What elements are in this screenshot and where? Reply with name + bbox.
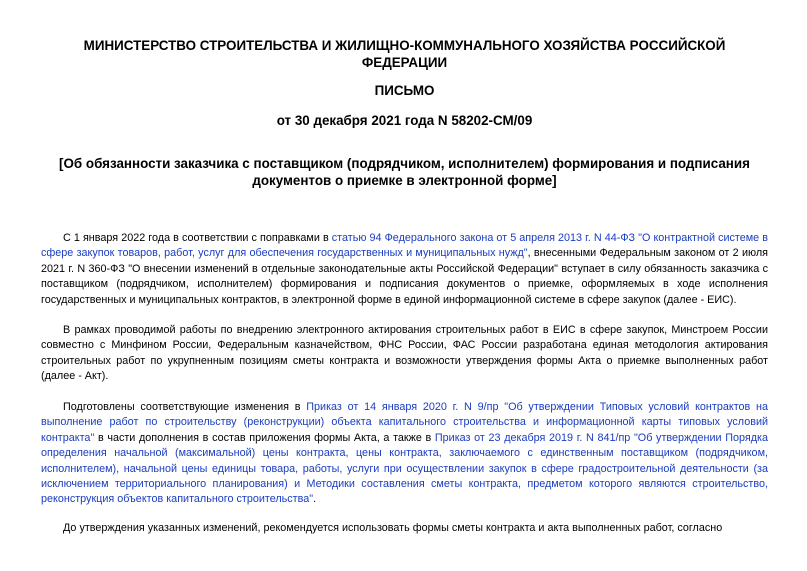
paragraph-4: До утверждения указанных изменений, рекомендуется использовать формы сметы контракта и акта выполненных работ, согласно	[63, 522, 723, 534]
paragraph-3	[41, 400, 768, 508]
paragraph-3-text-middle: в части дополнения в состав приложения формы Акта, а также в	[94, 431, 435, 444]
document-subject: [Об обязанности заказчика с поставщиком (подрядчиком, исполнителем) формирования и подписания документов о приемке в электронной форме]	[59, 156, 750, 188]
order-841pr-link[interactable]: Приказ от 23 декабря 2019 г. N 841/пр "Об утверждении Порядка определения начальной (максимальной) цены контракта, цены контракта, заключаемого с единственным поставщиком (подрядчиком, исполнителем), начальной цены единицы товара, работы, услуги при осуществлении закупок в сфере градостроительной деятельности (за исключением территориального планирования) и Методики составления сметы контракта, предметом которого являются строительство, реконструкция объектов капитального строительства"	[41, 431, 768, 506]
paragraph-2: В рамках проводимой работы по внедрению электронного актирования строительных работ в ЕИС в сфере закупок, Минстроем России совместно с Минфином России, Федеральным казначейством, ФНС России, ФАС России разработана единая методология актирования строительных работ по укрупненным позициям сметы контракта и возможности утверждения формы Акта о приемке выполненных работ (далее - Акт).	[41, 324, 768, 383]
law-44fz-article-94-link[interactable]: статью 94 Федерального закона от 5 апреля 2013 г. N 44-ФЗ "О контрактной системе в сфере закупок товаров, работ, услуг для обеспечения государственных и муниципальных нужд"	[41, 232, 768, 260]
paragraph-3-text-end: .	[313, 493, 317, 506]
paragraph-1-text-start: С 1 января 2022 года в соответствии с поправками в	[63, 232, 332, 244]
document-type: ПИСЬМО	[374, 83, 435, 98]
paragraph-3-text-start: Подготовлены соответствующие изменения в	[63, 401, 307, 413]
ministry-title: МИНИСТЕРСТВО СТРОИТЕЛЬСТВА И ЖИЛИЩНО-КОММУНАЛЬНОГО ХОЗЯЙСТВА РОССИЙСКОЙ ФЕДЕРАЦИИ	[83, 38, 726, 70]
order-9pr-link[interactable]: Приказ от 14 января 2020 г. N 9/пр "Об утверждении Типовых условий контрактов на выполнение работ по строительству (реконструкции) объекта капитального строительства и информационной карты типовых условий контракта"	[41, 401, 768, 444]
paragraph-1	[41, 231, 768, 308]
paragraph-1-text-end: , внесенными Федеральным законом от 2 июля 2021 г. N 360-ФЗ "О внесении изменений в отдельные законодательные акты Российской Федерации" вступает в силу обязанность заказчика с поставщиком (подрядчиком, исполнителем) формирования и подписания документов о приемке, оформляемых в ходе исполнения государственных и муниципальных контрактов, в электронной форме в единой информационной системе в сфере закупок (далее - ЕИС).	[41, 247, 769, 306]
document-dateline: от 30 декабря 2021 года N 58202-СМ/09	[276, 113, 533, 128]
